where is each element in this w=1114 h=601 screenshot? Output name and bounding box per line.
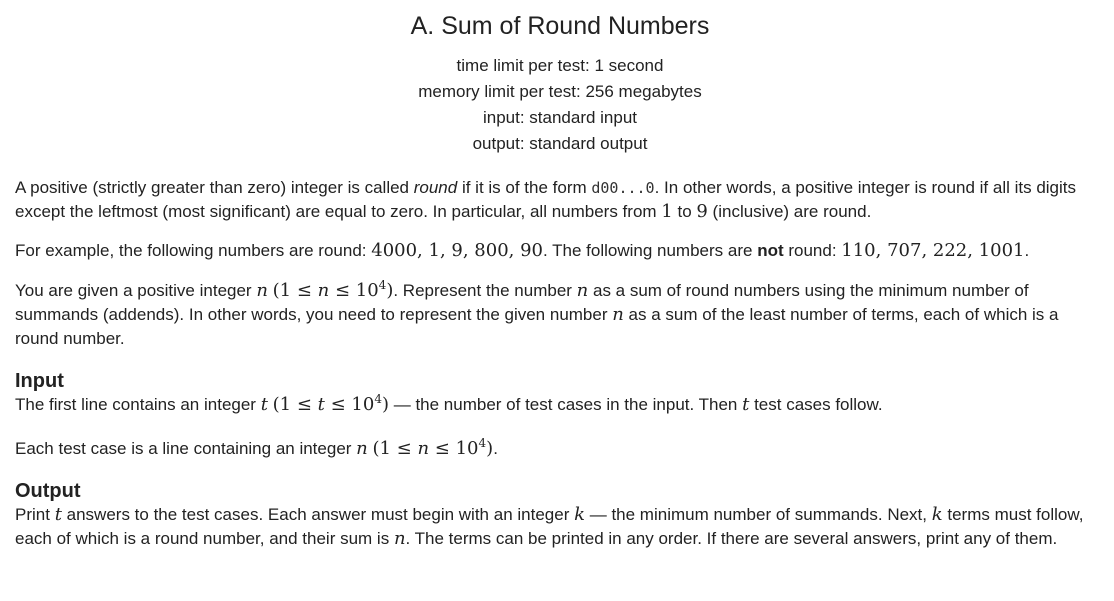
output-section-title: Output (15, 480, 81, 502)
not-round-examples: 110, 707, 222, 1001 (841, 240, 1025, 261)
problem-title: A. Sum of Round Numbers (410, 12, 710, 40)
input-paragraph-2: Each test case is a line containing an integer n $(1 \le n \le 10^4)$. (15, 436, 498, 459)
math-t: t (260, 394, 268, 415)
statement-paragraph-2: For example, the following numbers are round: 4000, 1, 9, 800, 90. The following numbers are not round: 110, 707, 222, 1001. (15, 240, 1030, 261)
n-constraint-input: $(1 \le n \le 10^4)$ (372, 436, 494, 459)
math-one: 1 (661, 201, 673, 222)
input-spec: input: standard input (482, 108, 638, 127)
time-limit: time limit per test: 1 second (456, 56, 664, 75)
output-section (15, 479, 1105, 551)
input-section (15, 369, 1105, 461)
input-section-title: Input (15, 370, 64, 392)
problem-page (15, 0, 1105, 551)
n-constraint: $(1 \le n \le 10^4)$ (272, 278, 394, 301)
statement-paragraph-3: You are given a positive integer n $(1 \le n \le 10^4)$. Represent the number n as a sum of round numbers using the minimum number of summands (addends). In other words, you need to represent the given number n as a sum of the least number of terms, each of which is a round number. (15, 278, 1059, 348)
problem-header (15, 11, 1105, 157)
round-form-code: d00...0 (591, 179, 655, 197)
not-emphasis: not (757, 241, 784, 260)
output-spec: output: standard output (472, 134, 648, 153)
math-k: k (574, 504, 585, 525)
problem-statement (15, 176, 1105, 351)
input-paragraph-1: The first line contains an integer t $(1 \le t \le 10^4)$ — the number of test cases in the input. Then t test cases follow. (15, 392, 883, 415)
round-term: round (413, 178, 458, 197)
output-paragraph-1: Print t answers to the test cases. Each answer must begin with an integer k — the minimum number of summands. Next, k terms must follow, each of which is a round number, and their sum is n. The terms can be printed in any order. If there are several answers, print any of them. (15, 504, 1084, 549)
t-constraint: $(1 \le t \le 10^4)$ (272, 392, 389, 415)
math-n: n (256, 280, 268, 301)
math-nine: 9 (696, 201, 708, 222)
memory-limit: memory limit per test: 256 megabytes (418, 82, 702, 101)
statement-paragraph-1: A positive (strictly greater than zero) integer is called round if it is of the form d00...0. In other words, a positive integer is round if all its digits except the leftmost (most significant) are equal to zero. In particular, all numbers from 1 to 9 (inclusive) are round. (15, 178, 1077, 222)
round-examples: 4000, 1, 9, 800, 90 (371, 240, 543, 261)
